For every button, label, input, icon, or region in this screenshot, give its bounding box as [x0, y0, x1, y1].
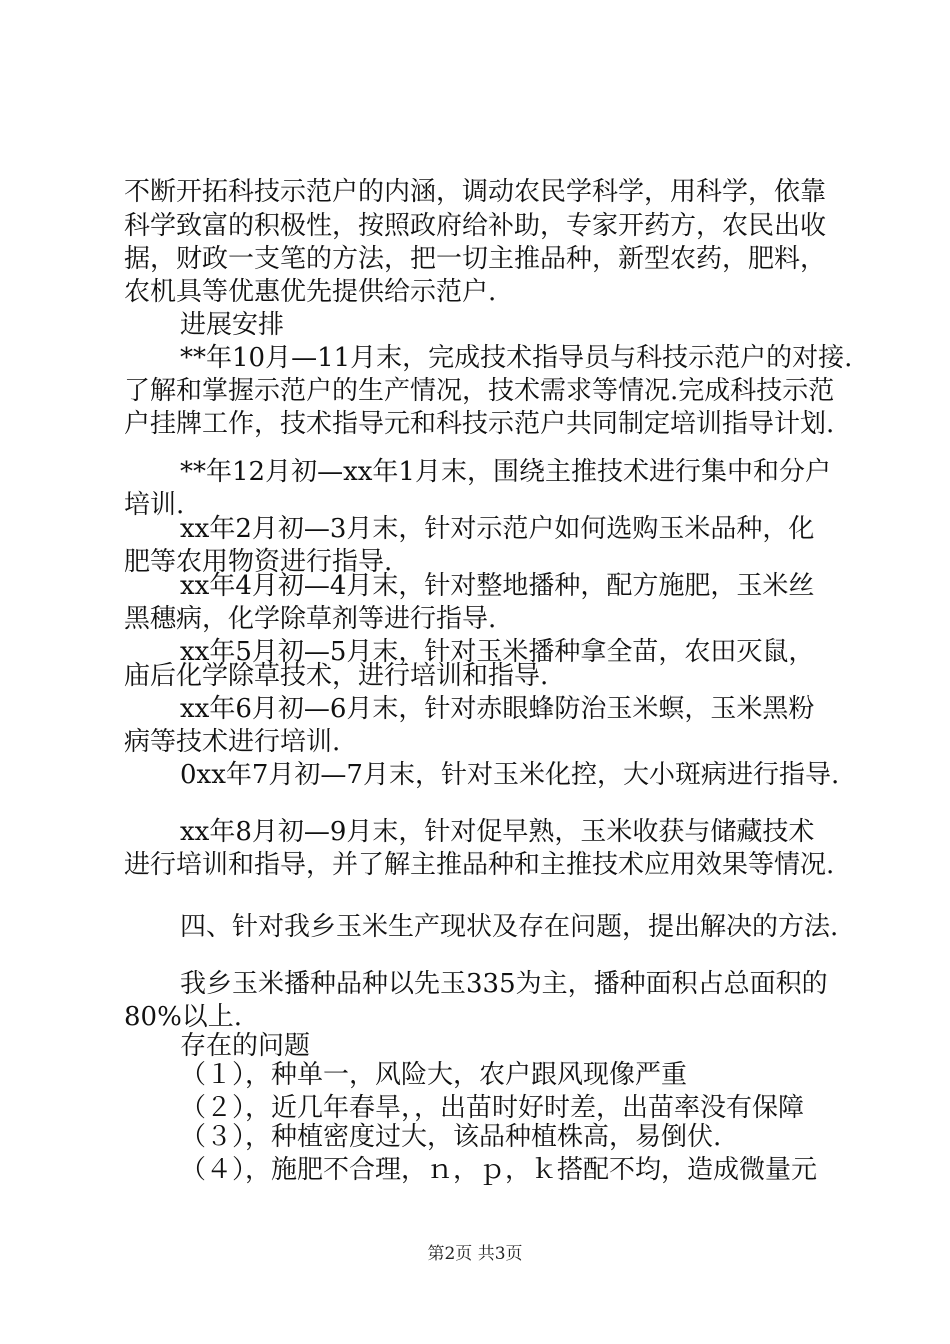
schedule-item: xx年4月初—4月末，针对整地播种，配方施肥，玉米丝 [180, 571, 815, 601]
schedule-item: 培训. [124, 490, 185, 520]
schedule-item: **年12月初—xx年1月末，围绕主推技术进行集中和分户 [180, 457, 831, 487]
schedule-item: 肥等农用物资进行指导. [124, 547, 393, 577]
schedule-item: xx年6月初—6月末，针对赤眼蜂防治玉米螟，玉米黑粉 [180, 694, 815, 724]
body-text-line: 不断开拓科技示范户的内涵，调动农民学科学，用科学，依靠 [124, 177, 827, 207]
schedule-item: **年10月—11月末，完成技术指导员与科技示范户的对接. [180, 343, 853, 373]
problem-item: （３），种植密度过大，该品种植株高，易倒伏. [180, 1122, 722, 1152]
schedule-item: xx年8月初—9月末，针对促早熟，玉米收获与储藏技术 [180, 817, 815, 847]
section-heading: 存在的问题 [180, 1031, 311, 1061]
body-text-line: 农机具等优惠优先提供给示范户. [124, 277, 497, 307]
page-number-footer: 第2页 共3页 [427, 1244, 523, 1264]
section-heading: 进展安排 [180, 310, 285, 340]
schedule-item: 户挂牌工作，技术指导元和科技示范户共同制定培训指导计划. [124, 409, 835, 439]
schedule-item: 黑穗病，化学除草剂等进行指导. [124, 604, 497, 634]
schedule-item: xx年5月初—5月末，针对玉米播种拿全苗，农田灭鼠， [180, 637, 815, 667]
body-text-line: 科学致富的积极性，按照政府给补助，专家开药方，农民出收 [124, 211, 827, 241]
schedule-item: 0xx年7月初—7月末，针对玉米化控，大小斑病进行指导. [180, 760, 840, 790]
body-text-line: 80%以上. [124, 1002, 243, 1032]
schedule-item: 庙后化学除草技术，进行培训和指导. [124, 661, 549, 691]
body-text-line: 我乡玉米播种品种以先玉335为主，播种面积占总面积的 [180, 969, 828, 999]
body-text-line: 据，财政一支笔的方法，把一切主推品种，新型农药，肥料， [124, 244, 827, 274]
problem-item: （１），种单一，风险大，农户跟风现像严重 [180, 1060, 688, 1090]
schedule-item: 病等技术进行培训. [124, 727, 341, 757]
problem-item: （２），近几年春旱，，出苗时好时差，出苗率没有保障 [180, 1093, 805, 1123]
problem-item: （４），施肥不合理，ｎ，ｐ，ｋ搭配不均，造成微量元 [180, 1155, 818, 1185]
section-heading: 四、针对我乡玉米生产现状及存在问题，提出解决的方法. [180, 912, 839, 942]
schedule-item: 进行培训和指导，并了解主推品种和主推技术应用效果等情况. [124, 850, 835, 880]
schedule-item: 了解和掌握示范户的生产情况，技术需求等情况.完成科技示范 [124, 376, 835, 406]
schedule-item: xx年2月初—3月末，针对示范户如何选购玉米品种，化 [180, 514, 815, 544]
